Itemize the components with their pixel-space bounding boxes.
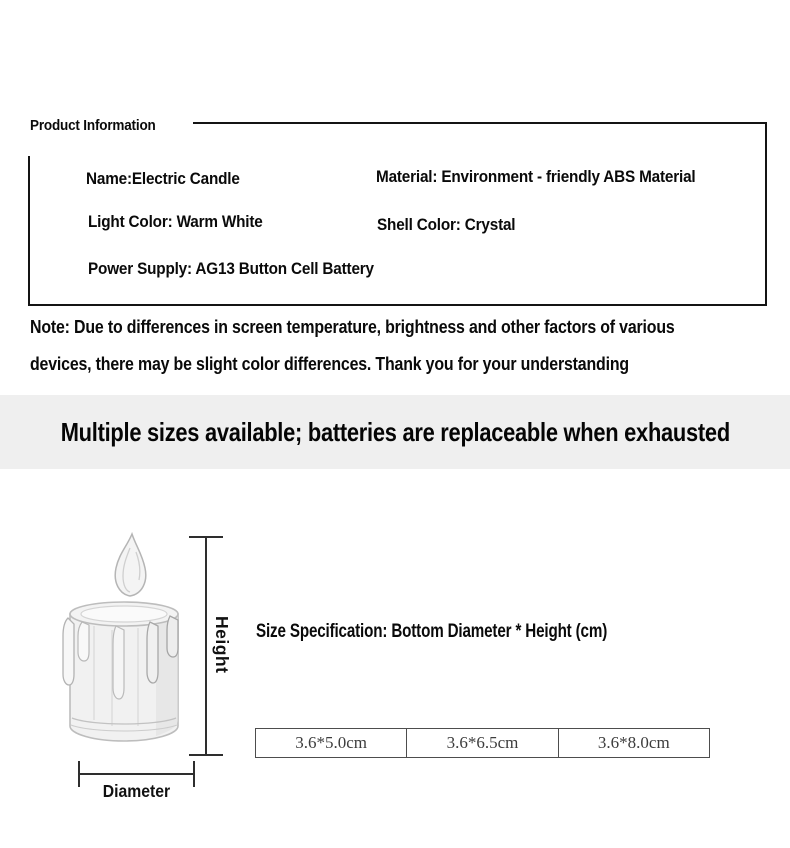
size-option-cell: 3.6*5.0cm xyxy=(256,729,407,757)
flame-shape xyxy=(115,534,146,596)
sizes-banner-text: Multiple sizes available; batteries are replaceable when exhausted xyxy=(60,416,730,447)
height-label: Height xyxy=(212,616,232,674)
wax-drip-left xyxy=(78,622,89,661)
power-supply-text xyxy=(88,259,406,279)
size-spec-heading xyxy=(256,621,695,643)
height-dimension-line xyxy=(205,536,207,756)
product-name-text xyxy=(86,169,257,189)
product-name-value: Name:Electric Candle xyxy=(86,169,240,188)
size-options-table xyxy=(255,728,710,758)
product-info-title xyxy=(30,117,170,134)
shell-color-value: Shell Color: Crystal xyxy=(377,215,516,234)
diameter-dimension-line xyxy=(78,773,195,775)
height-dim-bottom-tick xyxy=(189,754,223,756)
product-info-title-text: Product Information xyxy=(30,117,156,134)
sizes-banner xyxy=(0,395,790,469)
note-line-2 xyxy=(30,353,726,375)
shell-color-text xyxy=(377,215,531,235)
candle-product-image xyxy=(60,530,188,750)
info-box-border-top xyxy=(193,122,767,124)
wax-drip-center xyxy=(113,626,124,699)
candle-top-inner-rim xyxy=(81,606,167,622)
material-text xyxy=(376,167,731,187)
light-color-text xyxy=(88,212,282,232)
note-line-2-text: devices, there may be slight color differences. Thank you for your understanding xyxy=(30,353,629,374)
material-value: Material: Environment - friendly ABS Material xyxy=(376,167,696,186)
note-line-1 xyxy=(30,316,780,338)
info-box-border-bottom xyxy=(28,304,767,306)
wax-drip-right-outer xyxy=(167,616,178,657)
diameter-label-wrap xyxy=(74,781,199,802)
size-option-cell: 3.6*8.0cm xyxy=(597,733,670,752)
size-spec-heading-text: Size Specification: Bottom Diameter * Height (cm) xyxy=(256,621,608,642)
wax-drip-right xyxy=(147,622,158,683)
wax-drip-left-outer xyxy=(63,618,74,685)
light-color-value: Light Color: Warm White xyxy=(88,212,263,231)
info-box-border-left xyxy=(28,156,30,306)
size-option-cell: 3.6*6.5cm xyxy=(407,729,558,757)
info-box-border-right xyxy=(765,122,767,306)
diameter-label: Diameter xyxy=(102,781,171,801)
power-supply-value: Power Supply: AG13 Button Cell Battery xyxy=(88,259,374,278)
note-line-1-text: Note: Due to differences in screen temperature, brightness and other factors of various xyxy=(30,316,675,337)
